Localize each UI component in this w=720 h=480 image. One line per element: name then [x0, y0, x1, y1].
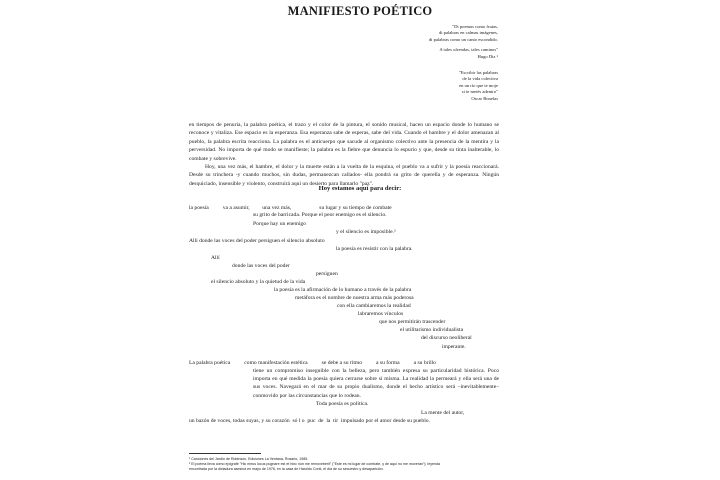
poem-line: donde las voces del poder	[232, 263, 290, 269]
intro-text	[189, 121, 499, 188]
poem-line: la poesía es la afirmación de lo humano a través de la palabra	[274, 287, 412, 293]
poem-line: la poesía es resistir con la palabra.	[336, 246, 413, 252]
poem-line: persiguen	[316, 271, 338, 277]
epigraph-author: Hugo Diz ¹	[477, 53, 498, 59]
footnote: ² El poema lleva como epígrafe "Hic meus locus pugnare est et hinc non me removeberit" ("Este es mi lugar de combate, y de aquí no me moverán"); leyenda	[189, 462, 440, 466]
epigraph-line: si te metés adentro"	[461, 89, 498, 95]
epigraph-author: Oscar Bonelas	[471, 95, 498, 101]
poem-line: labraremos vínculos	[358, 311, 404, 317]
epigraph-line: "Di poemas como frutas,	[452, 24, 498, 29]
poem-line: la poesía va a asumir, una vez más, su lugar y su tiempo de combate	[189, 205, 392, 211]
poem-line: Porque hay un enemigo	[253, 221, 306, 227]
poem-line: Allí	[211, 255, 220, 261]
epigraph-line: A tales ofrendas, tales caminos"	[439, 47, 498, 53]
footnote-divider	[189, 453, 261, 454]
footnote: ¹ Canciones del Jardín de Robinson, Ediciones La Ventana, Rosario, 1985.	[189, 457, 309, 461]
epigraph-line: di palabras en calmas imágenes,	[438, 30, 498, 36]
epigraph-line: "Escribir las palabras	[458, 70, 498, 75]
subheading: Hoy estamos aquí para decir:	[318, 185, 402, 192]
poem-line: el silencio absoluto y la quietud de la vida	[211, 279, 306, 285]
epigraph-1	[318, 24, 498, 60]
closing-first-line: La palabra poética como manifestación estética se debe a su ritmo a su forma a su brillo	[189, 360, 436, 366]
poem-line: que nos permitirán trascender	[379, 319, 446, 325]
poem-line: del discurso neoliberal	[421, 335, 472, 341]
closing-last-line: un bazón de voces, todas suyas, y su corazón só l o puc de la tir impulsado por el amor desde su pueblo.	[189, 418, 430, 424]
epigraph-line: di palabras como un canto escondido.	[428, 36, 498, 42]
poem-line: el utilitarismo individualista	[400, 327, 464, 333]
epigraph-2	[318, 70, 498, 102]
closing-paragraph: tiene un compromiso inseguible con la belleza, pero también expresa su particularidad histórica. Poco importa en qué medida la poesía quiera cerrarse sobre sí misma. La realidad la permeará y ella será una de sus voces. Navegará en el mar de su propio dualismo, donde el hecho artístico será –inevitablemente– conmovido por las circunstancias que lo rodean.	[253, 368, 499, 399]
epigraph-line: de la vida colectiva	[462, 76, 498, 82]
poem-line: con ella cambiaremos la realidad	[337, 303, 411, 309]
poem-line: y el silencio es imposible.²	[336, 229, 396, 235]
poem-line: imperante.	[442, 344, 466, 350]
poem-line: metáfora es el nombre de nuestra arma más poderosa	[295, 295, 414, 301]
intro-paragraph: Hoy, una vez más, el hambre, el dolor y la muerte están a la vuelta de la esquina, el pueblo va a sufrir y la poesía reaccionará. Desde su trinchera -y cuando muchos, sin dudas, permanezcan callados- ella pondrá su grito de querella y de esperanza. Ningún desquiciado, insensible y violento, construirá aquí un desierto para llamarlo "paz".	[189, 164, 499, 187]
intro-paragraph: en tiempos de penuria, la palabra poética, el trazo y el color de la pintura, el sonido musical, hacen un espacio donde lo humano se reconoce y vitaliza. Ese espacio es la esperanza. Esa esperanza sabe de esperas, sabe del vida. Cuando el hambre y el dolor amenazan al pueblo, la palabra escrita reacciona. La palabra es el anticuerpo que sacude al organismo colectivo ante la presencia de la mentira y la perversidad. No importa de qué modo se manifieste; la palabra es la fiebre que denuncia lo espurio y que, desde su tinta inalterable, lo combate y sobrevive.	[189, 122, 499, 162]
closing-centered: Toda poesía es política.	[316, 401, 369, 407]
closing-right: La mente del autor,	[421, 410, 465, 416]
epigraph-line: en un río que te moje	[459, 82, 498, 88]
poem-line: su grito de barricada. Porque el peor enemigo es el silencio.	[253, 212, 387, 218]
closing-body	[253, 367, 499, 400]
poem-line: Allí donde las voces del poder persiguen el silencio absoluto	[189, 238, 325, 244]
page-title: MANIFIESTO POÉTICO	[287, 4, 433, 18]
footnote: encontrada por la dictadura asesina en mayo de 1976, en la casa de Haroldo Conti, el día de su secuestro y desaparición.	[189, 467, 384, 471]
